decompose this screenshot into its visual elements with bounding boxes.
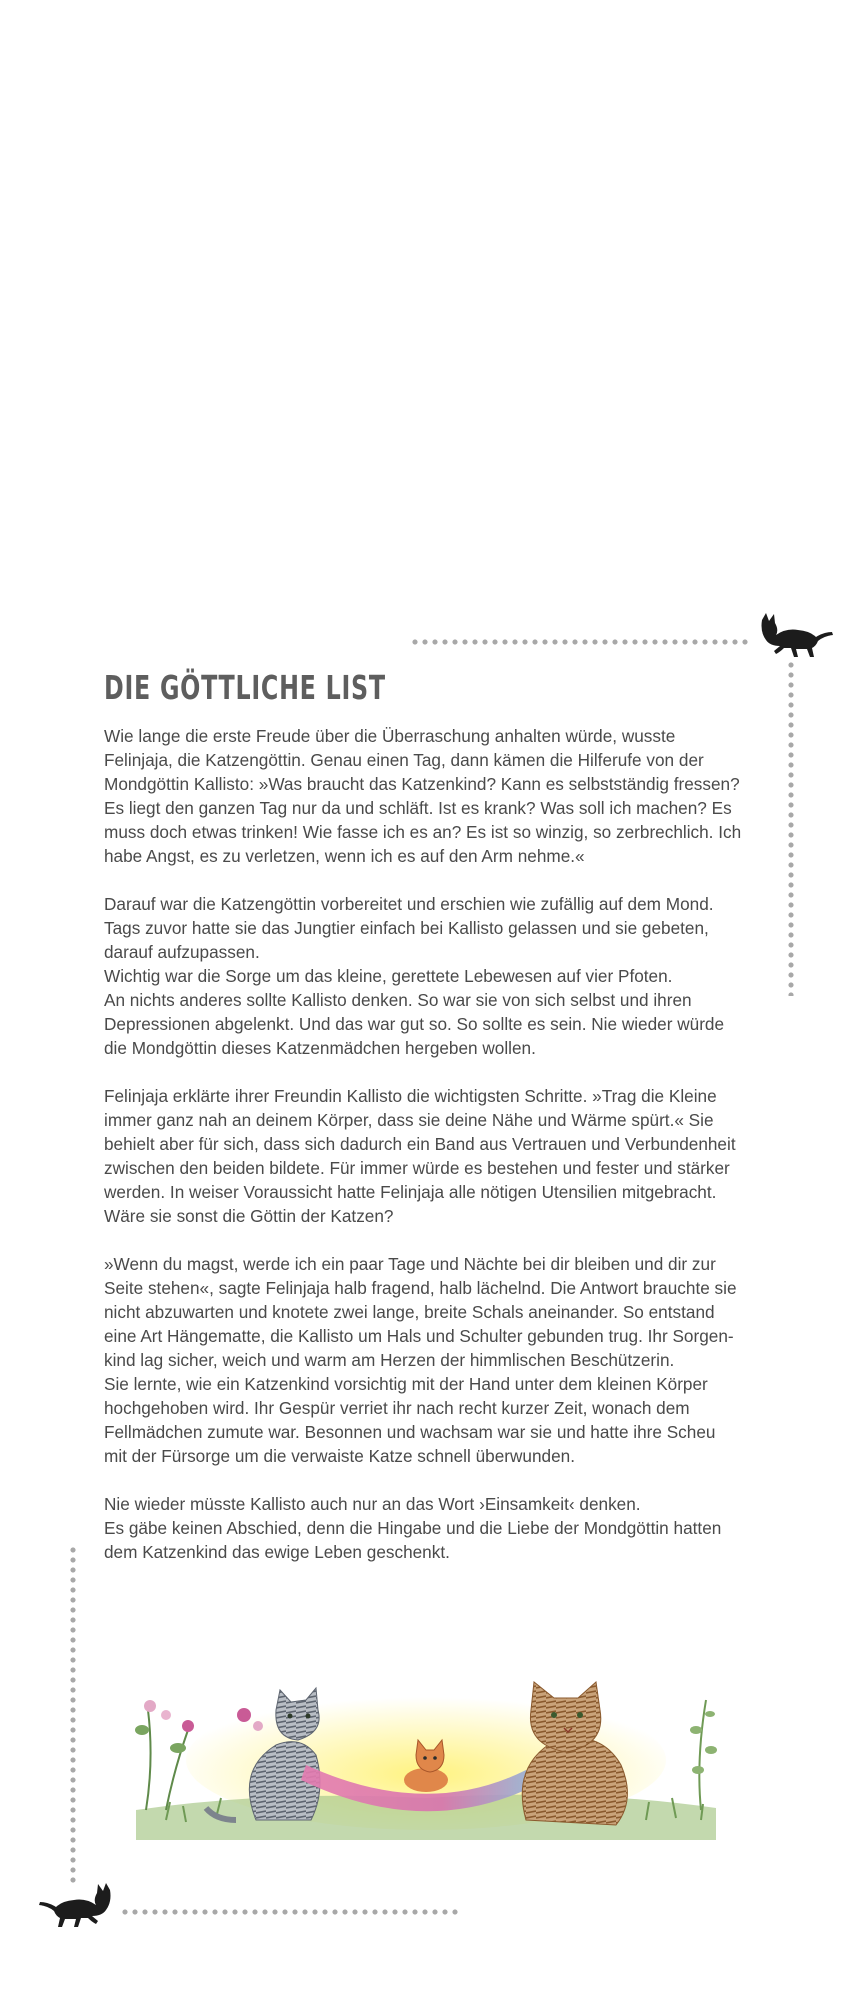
right-dotted-border xyxy=(788,660,794,996)
text-line: behielt aber für sich, dass sich dadurch ein Band aus Vertrauen und Verbundenheit xyxy=(104,1134,736,1154)
text-line: dem Katzenkind das ewige Leben geschenkt. xyxy=(104,1542,450,1562)
text-line: werden. In weiser Voraussicht hatte Felinjaja alle nötigen Utensilien mitgebracht. xyxy=(104,1182,717,1202)
text-line: zwischen den beiden bildete. Für immer würde es bestehen und fester und stärker xyxy=(104,1158,730,1178)
text-line: Sie lernte, wie ein Katzenkind vorsichtig mit der Hand unter dem kleinen Körper xyxy=(104,1374,708,1394)
left-dotted-border xyxy=(70,1545,76,1885)
text-line: Felinjaja erklärte ihrer Freundin Kallisto die wichtigsten Schritte. »Trag die Kleine xyxy=(104,1086,717,1106)
orange-tabby-cat xyxy=(522,1682,627,1825)
text-line: »Wenn du magst, werde ich ein paar Tage und Nächte bei dir bleiben und dir zur xyxy=(104,1254,716,1274)
text-line: Wäre sie sonst die Göttin der Katzen? xyxy=(104,1206,394,1226)
text-line: kind lag sicher, weich und warm am Herzen der himmlischen Beschützerin. xyxy=(104,1350,675,1370)
top-dotted-border xyxy=(410,639,748,645)
paragraph-4 xyxy=(104,1252,754,1468)
text-line: Mondgöttin Kallisto: »Was braucht das Katzenkind? Kann es selbstständig fressen? xyxy=(104,774,740,794)
text-line: Felinjaja, die Katzengöttin. Genau einen Tag, dann kämen die Hilferufe von der xyxy=(104,750,704,770)
text-line: Tags zuvor hatte sie das Jungtier einfach bei Kallisto gelassen und sie gebeten, xyxy=(104,918,709,938)
text-line: mit der Fürsorge um die verwaiste Katze schnell überwunden. xyxy=(104,1446,575,1466)
paragraph-5 xyxy=(104,1492,754,1564)
text-line: Darauf war die Katzengöttin vorbereitet und erschien wie zufällig auf dem Mond. xyxy=(104,894,714,914)
black-cat-silhouette-icon xyxy=(38,1880,120,1930)
text-line: Wie lange die erste Freude über die Überraschung anhalten würde, wusste xyxy=(104,726,676,746)
bottom-dotted-border xyxy=(120,1909,458,1915)
text-line: Depressionen abgelenkt. Und das war gut so. So sollte es sein. Nie wieder würde xyxy=(104,1014,725,1034)
text-line: habe Angst, es zu verletzen, wenn ich es auf den Arm nehme.« xyxy=(104,846,585,866)
text-line: darauf aufzupassen. xyxy=(104,942,260,962)
text-line: die Mondgöttin dieses Katzenmädchen hergeben wollen. xyxy=(104,1038,536,1058)
text-line: Wichtig war die Sorge um das kleine, gerettete Lebewesen auf vier Pfoten. xyxy=(104,966,673,986)
paragraph-1 xyxy=(104,724,754,868)
cats-hammock-illustration xyxy=(126,1670,726,1840)
text-line: An nichts anderes sollte Kallisto denken. So war sie von sich selbst und ihren xyxy=(104,990,692,1010)
story-text xyxy=(104,724,754,1588)
plants-right xyxy=(690,1700,717,1810)
text-line: hochgehoben wird. Ihr Gespür verriet ihr nach recht kurzer Zeit, wonach dem xyxy=(104,1398,690,1418)
text-line: Fellmädchen zumute war. Besonnen und wachsam war sie und hatte ihre Scheu xyxy=(104,1422,716,1442)
text-line: immer ganz nah an deinem Körper, dass sie deine Nähe und Wärme spürt.« Sie xyxy=(104,1110,714,1130)
paragraph-3 xyxy=(104,1084,754,1228)
text-line: Nie wieder müsste Kallisto auch nur an das Wort ›Einsamkeit‹ denken. xyxy=(104,1494,641,1514)
black-cat-silhouette-icon xyxy=(752,610,834,660)
page-title: DIE GÖTTLICHE LIST xyxy=(104,668,386,707)
text-line: Seite stehen«, sagte Felinjaja halb fragend, halb lächelnd. Die Antwort brauchte sie xyxy=(104,1278,737,1298)
text-line: Es gäbe keinen Abschied, denn die Hingabe und die Liebe der Mondgöttin hatten xyxy=(104,1518,722,1538)
text-line: muss doch etwas trinken! Wie fasse ich es an? Es ist so winzig, so zerbrechlich. Ich xyxy=(104,822,742,842)
text-line: nicht abzuwarten und knotete zwei lange, breite Schals aneinander. So entstand xyxy=(104,1302,715,1322)
text-line: eine Art Hängematte, die Kallisto um Hals und Schulter gebunden trug. Ihr Sorgen- xyxy=(104,1326,734,1346)
text-line: Es liegt den ganzen Tag nur da und schläft. Ist es krank? Was soll ich machen? Es xyxy=(104,798,732,818)
paragraph-2 xyxy=(104,892,754,1060)
